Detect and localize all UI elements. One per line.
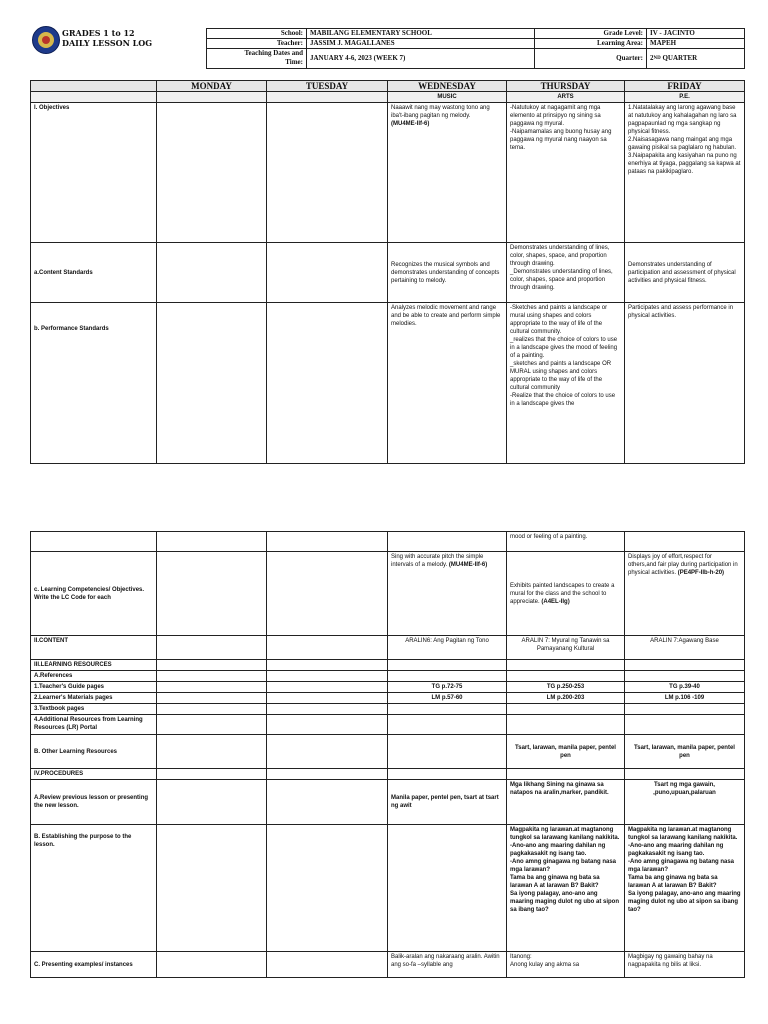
lesson-table-top	[30, 80, 745, 464]
row-purpose	[31, 825, 745, 952]
doc-title-line2: DAILY LESSON LOG	[62, 38, 153, 48]
row-review	[31, 780, 745, 825]
cell-thu: Demonstrates understanding of lines, color, shapes, space, and proportion through drawing. _Demonstrates understanding of lines, color, shapes, space and proportion through drawing.	[507, 243, 625, 303]
cell-fri: ARALIN 7:Agawang Base	[625, 636, 745, 660]
row-learners-materials	[31, 693, 745, 704]
row-other-resources	[31, 735, 745, 769]
cell-fri: Magpakita ng larawan.at magtanong tungkol sa larawang kanilang nakikita. -Ano-ano ang maaring dahilan ng pagkakasakit ng isang tao. -Ano amng ginagawa ng batang nasa mga larawan? Tama ba ang ginawa ng bata sa larawan A at larawan B? Bakit? Sa iyong palagay, ano-ano ang maaring maging dulot ng ubo at sipon sa ibang tao?	[625, 825, 745, 952]
deped-seal-icon	[32, 26, 60, 54]
cell-thu: LM p.200-203	[507, 693, 625, 704]
cell-thu: Tsart, larawan, manila paper, pentel pen	[507, 735, 625, 769]
header-info-table	[206, 28, 745, 69]
doc-title-line1: GRADES 1 to 12	[62, 28, 135, 38]
row-label: a.Content Standards	[31, 243, 157, 303]
lc-code: (MU4ME-IIf-6)	[391, 121, 430, 127]
cell-wed: Balik-aralan ang nakaraang aralin. Awitin ang so-fa –syllable ang	[388, 952, 507, 978]
lesson-log-table-2	[30, 531, 744, 978]
row-competencies	[31, 552, 745, 636]
dates-value: JANUARY 4-6, 2023 (WEEK 7)	[307, 49, 535, 69]
cell-thu: TG p.250-253	[507, 682, 625, 693]
row-label: B. Establishing the purpose to the lesson.	[31, 825, 157, 952]
day-header-blank	[31, 81, 157, 92]
cell-wed: Analyzes melodic movement and range and be able to create and perform simple melodies.	[388, 303, 507, 464]
row-label: 4.Additional Resources from Learning Resources (LR) Portal	[31, 715, 157, 735]
row-learning-resources	[31, 660, 745, 671]
cell-fri: Demonstrates understanding of participation and assessment of physical activities and physical fitness.	[625, 243, 745, 303]
row-label: C. Presenting examples/ instances	[31, 952, 157, 978]
row-textbook	[31, 704, 745, 715]
day-header-thursday: THURSDAY	[507, 81, 625, 92]
dates-label-line2: Time:	[285, 58, 303, 66]
quarter-sup: ND	[653, 56, 661, 61]
cell-fri: 1.Natatalakay ang larong agawang base at natutukoy ang kahalagahan ng laro sa pagpapaunlad ng mga sangkap ng physical fitness. 2.Naisasagawa nang maingat ang mga gawaing pisikal sa paglalaro ng habulan. 3.Naipapakita ang kasiyahan na puno ng enerhiya at tiyaga, paggalang sa kapwa at pataas na pakikipaglaro.	[625, 103, 745, 243]
cell-fri: LM p.106 -109	[625, 693, 745, 704]
row-label: 2.Learner's Materials pages	[31, 693, 157, 704]
row-additional-resources	[31, 715, 745, 735]
cell-wed: LM p.57-60	[388, 693, 507, 704]
cell-fri	[625, 552, 745, 636]
cell-thu: -Natutukoy at nagagamit ang mga elemento at prinsipyo ng sining sa paggawa ng myural. -Naipamamalas ang buong husay ang paggawa ng myural nang naayon sa tema.	[507, 103, 625, 243]
dates-label-line1: Teaching Dates and	[244, 49, 303, 57]
cell-thu: ARALIN 7: Myural ng Tanawin sa Pamayanang Kultural	[507, 636, 625, 660]
school-label: School:	[207, 29, 307, 39]
cell-thu: Itanong: Anong kulay ang akma sa	[507, 952, 625, 978]
lesson-table-bottom	[30, 531, 745, 978]
row-performance-standards	[31, 303, 745, 464]
row-label: c. Learning Competencies/ Objectives. Write the LC Code for each	[31, 552, 157, 636]
row-label: b. Performance Standards	[31, 303, 157, 464]
cell-wed: ARALIN6: Ang Pagitan ng Tono	[388, 636, 507, 660]
lc-code: (PE4PF-IIb-h-20)	[677, 570, 725, 576]
row-label: A.References	[31, 671, 157, 682]
cell-fri: Magbigay ng gawaing bahay na nagpapakita ng bilis at liksi.	[625, 952, 745, 978]
subject-pe: P.E.	[625, 92, 745, 103]
quarter-value	[647, 49, 745, 69]
teacher-label: Teacher:	[207, 39, 307, 49]
row-label: II.CONTENT	[31, 636, 157, 660]
cell-fri: Participates and assess performance in physical activities.	[625, 303, 745, 464]
subject-music: MUSIC	[388, 92, 507, 103]
area-value: MAPEH	[647, 39, 745, 49]
cell-wed: Recognizes the musical symbols and demonstrates understanding of concepts pertaining to melody.	[388, 243, 507, 303]
cell-wed: TG p.72-75	[388, 682, 507, 693]
row-label: I. Objectives	[31, 103, 157, 243]
subject-arts: ARTS	[507, 92, 625, 103]
row-label: III.LEARNING RESOURCES	[31, 660, 157, 671]
quarter-num: 2	[650, 54, 654, 62]
cell-wed	[388, 103, 507, 243]
cell-fri: Tsart, larawan, manila paper, pentel pen	[625, 735, 745, 769]
row-objectives	[31, 103, 745, 243]
grade-label: Grade Level:	[535, 29, 647, 39]
cell-thu: mood or feeling of a painting.	[507, 532, 625, 552]
dates-label	[207, 49, 307, 69]
cell-fri: TG p.39-40	[625, 682, 745, 693]
lc-code: (MU4ME-IIf-6)	[448, 562, 488, 568]
cell-text: Sing with accurate pitch the simple intervals of a melody.	[391, 554, 484, 568]
cell-thu: Mga likhang Sining na ginawa sa natapos na aralin,marker, pandikit.	[507, 780, 625, 825]
row-label: A.Review previous lesson or presenting the new lesson.	[31, 780, 157, 825]
doc-title	[62, 28, 152, 48]
day-header-wednesday: WEDNESDAY	[388, 81, 507, 92]
day-header-monday: MONDAY	[157, 81, 267, 92]
row-label: 3.Textbook pages	[31, 704, 157, 715]
lesson-log-table-1	[30, 80, 744, 464]
cell-thu: Magpakita ng larawan.at magtanong tungkol sa larawang kanilang nakikita. -Ano-ano ang maaring dahilan ng pagkakasakit ng isang tao. -Ano amng ginagawa ng batang nasa mga larawan? Tama ba ang ginawa ng bata sa larawan A at larawan B? Bakit? Sa iyong palagay, ano-ano ang maaring maging dulot ng ubo at sipon sa ibang tao?	[507, 825, 625, 952]
row-presenting	[31, 952, 745, 978]
cell-fri: Tsart ng mga gawain, ,puno,upuan,palaruan	[625, 780, 745, 825]
cell-thu: -Sketches and paints a landscape or mural using shapes and colors appropriate to the way of life of the cultural community. _realizes that the choice of colors to use in a landscape gives the mood of feeling of a painting. _sketches and paints a landscape OR MURAL using shapes and colors appropriate to the way of life of the cultural community -Realize that the choice of colors to use in a landscape gives the	[507, 303, 625, 464]
row-teachers-guide	[31, 682, 745, 693]
teacher-value: JASSIM J. MAGALLANES	[307, 39, 535, 49]
day-header-friday: FRIDAY	[625, 81, 745, 92]
header-branding	[30, 28, 206, 68]
lc-code: (A4EL-IIg)	[541, 598, 570, 605]
quarter-label: Quarter:	[535, 49, 647, 69]
row-label: 1.Teacher's Guide pages	[31, 682, 157, 693]
row-procedures	[31, 769, 745, 780]
row-content-standards	[31, 243, 745, 303]
row-content	[31, 636, 745, 660]
cell-thu	[507, 552, 625, 636]
row-label: B. Other Learning Resources	[31, 735, 157, 769]
grade-value: IV - JACINTO	[647, 29, 745, 39]
school-value: MABILANG ELEMENTARY SCHOOL	[307, 29, 535, 39]
area-label: Learning Area:	[535, 39, 647, 49]
cell-wed: Manila paper, pentel pen, tsart at tsart ng awit	[388, 780, 507, 825]
row-continued	[31, 532, 745, 552]
row-label: IV.PROCEDURES	[31, 769, 157, 780]
cell-text: Naaawit nang may wastong tono ang iba't-ibang pagitan ng melody.	[391, 105, 490, 119]
day-header-tuesday: TUESDAY	[267, 81, 388, 92]
cell-text: Exhibits painted landscapes to create a mural for the class and the school to appreciate.	[510, 582, 615, 605]
quarter-rest: QUARTER	[660, 54, 698, 62]
cell-wed	[388, 552, 507, 636]
row-references	[31, 671, 745, 682]
cell-text: Displays joy of effort,respect for others,and fair play during participation in physical activities.	[628, 554, 738, 576]
